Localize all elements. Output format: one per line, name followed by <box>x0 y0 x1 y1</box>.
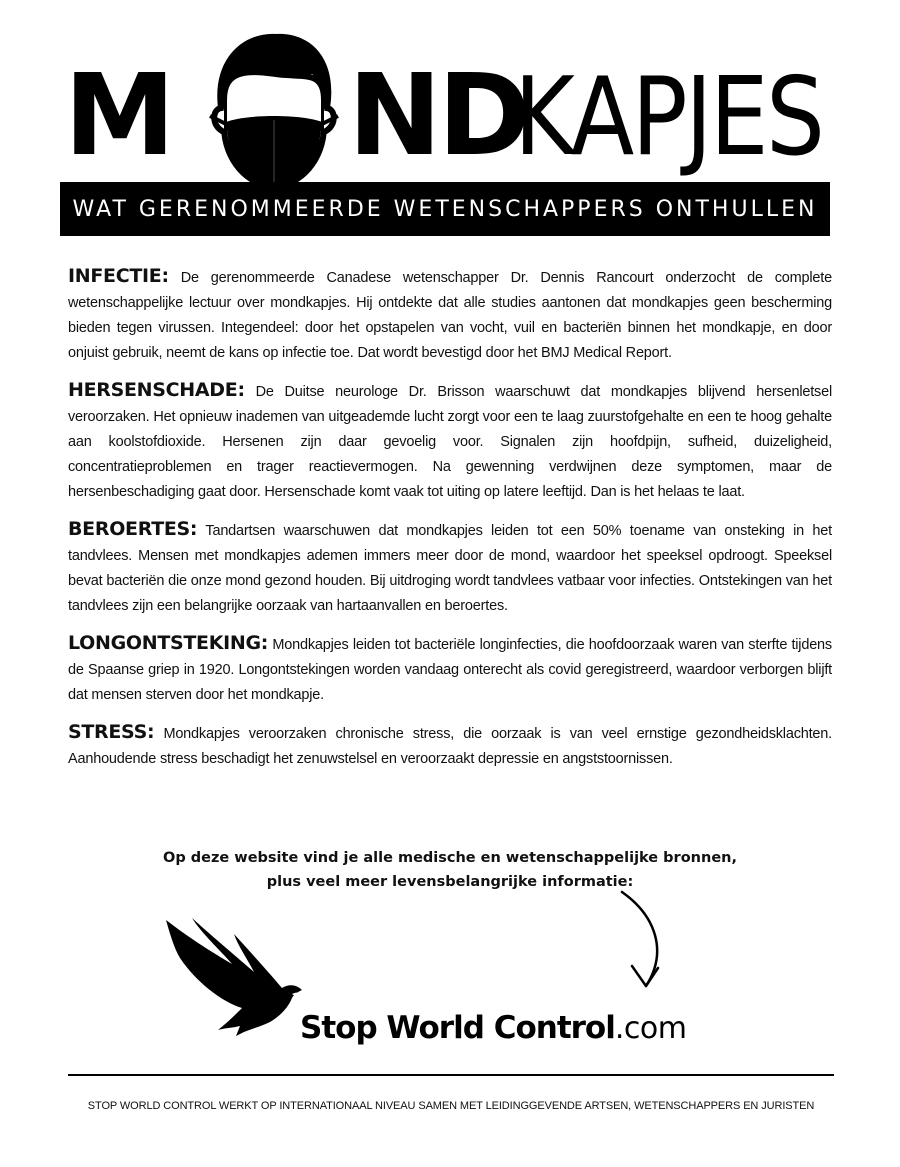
section-text: Tandartsen waarschuwen dat mondkapjes leiden tot een 50% toename van onsteking in het tandvlees. Mensen met mondkapjes ademen immers meer door de mond, waardoor het speeksel opdroogt. Speeksel bevat bacteriën die onze mond gezond houden. Bij uitdroging wordt tandvlees vatbaar voor infecties. Ontstekingen van het tandvlees zijn een belangrijke oorzaak van hartaanvallen en beroertes. <box>68 523 832 614</box>
section-text: Mondkapjes veroorzaken chronische stress, die oorzaak is van veel ernstige gezondheidsklachten. Aanhoudende stress beschadigt het zenuwstelsel en veroorzaakt depressie en angststoornissen. <box>68 726 832 767</box>
brand-tld: .com <box>614 1011 687 1046</box>
logo-letters-kapjes: KAPJES <box>514 55 823 180</box>
arrow-down-icon <box>616 886 676 996</box>
logo-letter-m: M <box>64 51 172 181</box>
brand-name: Stop World Control <box>300 1010 615 1046</box>
section-heading: HERSENSCHADE: <box>68 379 245 401</box>
section-hersenschade <box>68 378 832 505</box>
logo-letters-nd: ND <box>348 51 527 181</box>
subtitle-banner <box>60 182 830 236</box>
cta-line-2: plus veel meer levensbelangrijke informatie: <box>266 874 634 890</box>
article-body <box>68 264 832 784</box>
section-heading: STRESS: <box>68 721 155 743</box>
cta-line-1: Op deze website vind je alle medische en wetenschappelijke bronnen, <box>163 850 737 866</box>
footer-text: STOP WORLD CONTROL WERKT OP INTERNATIONAAL NIVEAU SAMEN MET LEIDINGGEVENDE ARTSEN, WETENSCHAPPERS EN JURISTEN <box>87 1100 815 1112</box>
brand-wordmark <box>300 1010 686 1046</box>
section-text: De gerenommeerde Canadese wetenschapper Dr. Dennis Rancourt onderzocht de complete wetenschappelijke lectuur over mondkapjes. Hij ontdekte dat alle studies aantonen dat mondkapjes geen bescherming bieden tegen virussen. Integendeel: door het opstapelen van vocht, vuil en bacteriën binnen het mondkapje, en door onjuist gebruik, neemt de kans op infectie toe. Dat wordt bevestigd door het BMJ Medical Report. <box>68 270 832 361</box>
section-longontsteking <box>68 631 832 708</box>
section-heading: LONGONTSTEKING: <box>68 632 269 654</box>
logo-wordmark <box>62 30 838 180</box>
section-infectie <box>68 264 832 366</box>
title-logo <box>62 30 838 180</box>
subtitle-text: WAT GERENOMMEERDE WETENSCHAPPERS ONTHULLEN <box>72 196 818 222</box>
call-to-action <box>120 846 780 894</box>
section-heading: BEROERTES: <box>68 518 198 540</box>
section-beroertes <box>68 517 832 619</box>
section-text: De Duitse neurologe Dr. Brisson waarschuwt dat mondkapjes blijvend hersenletsel veroorzaken. Het opnieuw inademen van uitgeademde lucht zorgt voor een te laag zuurstofgehalte en een te hoog gehalte aan koolstofdioxide. Hersenen zijn daar gevoelig voor. Signalen zijn hoofdpijn, sufheid, duizeligheid, concentratieproblemen en trager reactievermogen. Na gewenning verdwijnen deze symptomen, maar de hersenbeschadiging gaat door. Hersenschade komt vaak tot uiting op latere leeftijd. Dan is het helaas te laat. <box>68 384 832 500</box>
section-heading: INFECTIE: <box>68 265 169 287</box>
footer-divider <box>68 1074 834 1076</box>
masked-face-icon <box>196 30 350 190</box>
section-stress <box>68 720 832 772</box>
section-text: Mondkapjes leiden tot bacteriële longinfecties, die hoofdoorzaak waren van sterfte tijdens de Spaanse griep in 1920. Longontstekingen worden vandaag onterecht als covid geregistreerd, waardoor verborgen blijft dat mensen sterven door het mondkapje. <box>68 637 832 703</box>
